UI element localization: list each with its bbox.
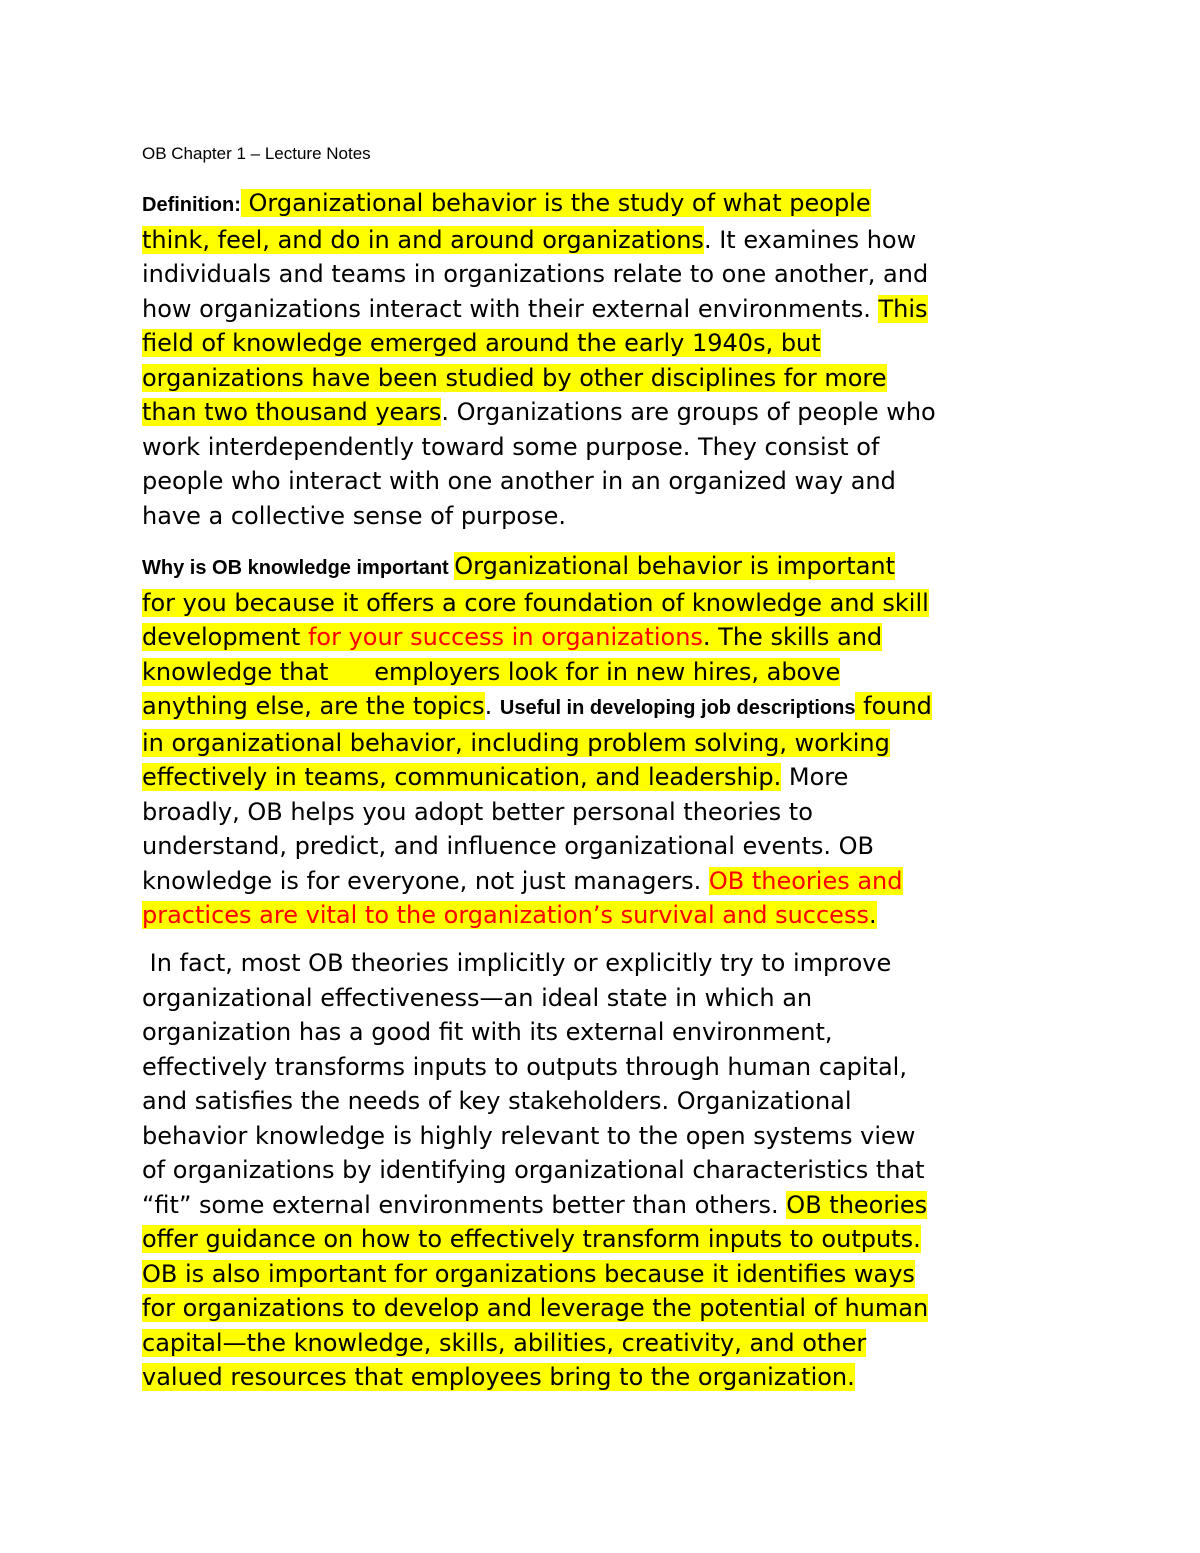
body-text: .	[484, 692, 500, 720]
highlighted-text: for you because it offers a core foundation of knowledge and skill	[142, 588, 929, 617]
definition-line-9: people who interact with one another in an organized way and	[142, 467, 896, 495]
importance-line-5	[142, 689, 1072, 726]
effectiveness-line-1: In fact, most OB theories implicitly or explicitly try to improve	[142, 949, 892, 977]
document-title: OB Chapter 1 – Lecture Notes	[142, 144, 371, 163]
effectiveness-line-5: and satisfies the needs of key stakeholders. Organizational	[142, 1087, 852, 1115]
highlighted-text: think, feel, and do in and around organizations	[142, 225, 704, 254]
highlighted-text: Organizational behavior is important	[454, 552, 896, 580]
importance-line-9: understand, predict, and influence organizational events. OB	[142, 832, 874, 860]
effectiveness-line-10	[142, 1257, 1072, 1292]
inline-note-label: Useful in developing job descriptions	[499, 697, 856, 719]
highlighted-text: knowledge that employers look for in new hires, above	[142, 657, 841, 686]
highlighted-text	[142, 623, 882, 651]
definition-label: Definition:	[142, 194, 241, 216]
importance-line-1	[142, 549, 1072, 586]
body-text: . The skills and	[702, 623, 883, 651]
importance-line-3	[142, 620, 1072, 655]
importance-line-8: broadly, OB helps you adopt better personal theories to	[142, 797, 813, 826]
importance-line-7	[142, 760, 1072, 795]
highlighted-text: OB theories	[786, 1190, 928, 1219]
body-text: . Organizations are groups of people who	[441, 398, 936, 426]
importance-label: Why is OB knowledge important	[142, 557, 455, 579]
effectiveness-paragraph	[142, 946, 1072, 1395]
highlighted-text: anything else, are the topics	[142, 692, 485, 720]
highlighted-text: effectively in teams, communication, and leadership.	[142, 763, 782, 791]
importance-line-4	[142, 655, 1072, 690]
effectiveness-line-4: effectively transforms inputs to outputs through human capital,	[142, 1052, 907, 1081]
effectiveness-line-3: organization has a good fit with its external environment,	[142, 1018, 833, 1046]
effectiveness-line-7: of organizations by identifying organizational characteristics that	[142, 1156, 925, 1184]
highlighted-text: in organizational behavior, including problem solving, working	[142, 728, 890, 757]
definition-line-8: work interdependently toward some purpose. They consist of	[142, 432, 880, 461]
effectiveness-line-6: behavior knowledge is highly relevant to the open systems view	[142, 1121, 916, 1150]
highlighted-red-text: practices are vital to the organization’s survival and success	[142, 901, 869, 929]
highlighted-text: This	[878, 294, 928, 323]
effectiveness-line-13	[142, 1360, 1072, 1395]
highlighted-text: Organizational behavior is the study of what people	[240, 189, 871, 217]
highlighted-text: found	[855, 692, 932, 720]
definition-line-5	[142, 326, 1072, 361]
importance-paragraph	[142, 549, 1072, 933]
effectiveness-line-11	[142, 1291, 1072, 1326]
definition-line-4	[142, 292, 1072, 327]
definition-line-10: have a collective sense of purpose.	[142, 501, 566, 530]
definition-paragraph	[142, 186, 1072, 533]
definition-line-1	[142, 186, 1072, 223]
highlighted-text: offer guidance on how to effectively transform inputs to outputs.	[142, 1225, 921, 1253]
highlighted-text: field of knowledge emerged around the early 1940s, but	[142, 329, 821, 357]
body-text: “fit” some external environments better than others.	[142, 1190, 787, 1219]
effectiveness-line-8	[142, 1188, 1072, 1223]
highlighted-red-text: OB theories and	[708, 866, 903, 895]
red-emphasis-text: for your success in organizations	[307, 623, 703, 651]
highlighted-text: for organizations to develop and leverage the potential of human	[142, 1294, 929, 1322]
highlighted-text: OB is also important for organizations because it identifies ways	[142, 1259, 915, 1288]
effectiveness-line-9	[142, 1222, 1072, 1257]
body-text: development	[142, 623, 308, 651]
body-text: knowledge is for everyone, not just managers.	[142, 866, 709, 895]
definition-line-3: individuals and teams in organizations relate to one another, and	[142, 260, 929, 288]
definition-line-6	[142, 361, 1072, 396]
highlighted-text: valued resources that employees bring to the organization.	[142, 1363, 855, 1391]
importance-line-2	[142, 586, 1072, 621]
definition-line-2	[142, 223, 1072, 258]
body-text: how organizations interact with their external environments.	[142, 294, 879, 323]
effectiveness-line-12	[142, 1326, 1072, 1361]
importance-line-6	[142, 726, 1072, 761]
highlighted-text: organizations have been studied by other disciplines for more	[142, 363, 887, 392]
effectiveness-line-2: organizational effectiveness—an ideal state in which an	[142, 983, 813, 1012]
highlighted-text: capital—the knowledge, skills, abilities, creativity, and other	[142, 1328, 867, 1357]
importance-line-11	[142, 898, 1072, 933]
definition-line-7	[142, 395, 1072, 430]
body-text: More	[781, 763, 849, 791]
highlighted-text: than two thousand years	[142, 398, 442, 426]
importance-line-10	[142, 864, 1072, 899]
body-text: . It examines how	[703, 225, 917, 254]
highlighted-text: .	[868, 901, 877, 929]
